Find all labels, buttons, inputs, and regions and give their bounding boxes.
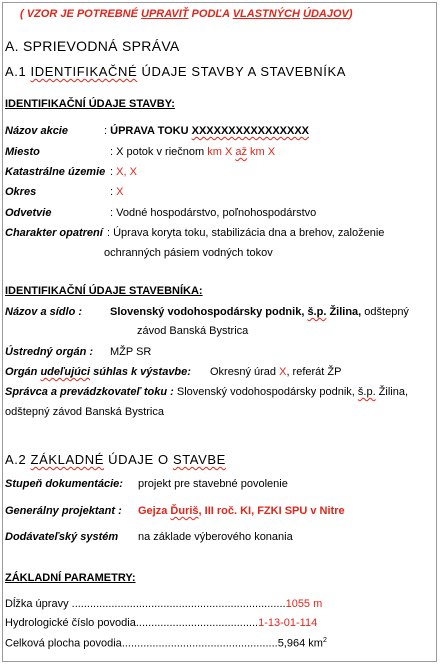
section-title-parametre: ZÁKLADNÍ PARAMETRY: bbox=[5, 572, 136, 584]
section-title-stavebnika: IDENTIFIKAČNÍ ÚDAJE STAVEBNÍKA: bbox=[5, 285, 203, 297]
label-miesto: Miesto bbox=[5, 146, 40, 158]
label-stupen: Stupeň dokumentácie: bbox=[5, 478, 123, 490]
label-charakter: Charakter opatrení bbox=[5, 227, 103, 239]
nazov-akcie-colon: : bbox=[104, 125, 108, 137]
param-label: Celková plocha povodia bbox=[5, 637, 122, 650]
organ-text: Okresný úrad bbox=[210, 366, 280, 378]
heading-a: A. SPRIEVODNÁ SPRÁVA bbox=[5, 38, 180, 54]
value-spravca-line2: odštepný závod Banská Bystrica bbox=[5, 406, 164, 418]
notice-upravit: UPRAVIŤ bbox=[141, 8, 189, 20]
organ-label-b: súhlas k výstavbe: bbox=[90, 366, 191, 378]
label-spravca: Správca a prevádzkovateľ toku : bbox=[5, 386, 174, 398]
section-title-stavby: IDENTIFIKAČNÍ ÚDAJE STAVBY: bbox=[5, 98, 175, 110]
label-nazov-akcie: Názov akcie bbox=[5, 125, 68, 137]
katastralne-text: X, X bbox=[116, 166, 137, 178]
miesto-text: : X potok v riečnom bbox=[110, 146, 208, 158]
notice-open: ( VZOR JE POTREBNÉ bbox=[20, 8, 142, 20]
param-leader: ................................................... bbox=[121, 637, 278, 650]
value-okres bbox=[110, 186, 123, 198]
param-row bbox=[5, 637, 327, 650]
label-organ bbox=[5, 366, 191, 378]
label-ustredny: Ústredný orgán : bbox=[5, 346, 94, 358]
spravca-sp: š.p. bbox=[357, 386, 376, 398]
heading-a2 bbox=[5, 452, 226, 467]
template-notice bbox=[20, 8, 353, 20]
value-nazov-sidlo bbox=[110, 306, 409, 318]
param-value: 5,964 km bbox=[277, 637, 323, 650]
heading-a1-word: IDENTIFIKAČNÉ bbox=[30, 64, 138, 79]
heading-a1-rest: ÚDAJE STAVBY A STAVEBNÍKA bbox=[137, 64, 347, 79]
param-leader: ...................................................................... bbox=[71, 598, 286, 610]
heading-a2-number: A.2 bbox=[5, 452, 31, 467]
generalny-affiliation: , III roč. KI, FZKI SPU v Nitre bbox=[198, 505, 345, 517]
value-generalny bbox=[138, 505, 345, 517]
label-dodavatelsky: Dodávateľský systém bbox=[5, 531, 119, 543]
value-odvetvie: : Vodné hospodárstvo, poľnohospodárstvo bbox=[110, 207, 317, 219]
value-dodavatelsky: na základe výberového konania bbox=[138, 531, 293, 543]
label-nazov-sidlo: Názov a sídlo : bbox=[5, 306, 83, 318]
row-spravca bbox=[5, 386, 408, 398]
label-generalny: Generálny projektant : bbox=[5, 505, 122, 517]
label-odvetvie: Odvetvie bbox=[5, 207, 52, 219]
katastralne-colon: : bbox=[110, 166, 117, 178]
notice-udajov: ÚDAJOV bbox=[303, 8, 349, 20]
value-nazov-akcie bbox=[104, 125, 309, 137]
spravca-zilina: Žilina, bbox=[375, 386, 409, 398]
value-organ bbox=[210, 366, 341, 378]
nazov-sidlo-sp: š.p. bbox=[307, 306, 327, 318]
param-value: 1-13-01-114 bbox=[258, 617, 318, 629]
generalny-name: Gejza bbox=[138, 505, 171, 517]
param-row bbox=[5, 598, 322, 610]
param-unit-superscript: 2 bbox=[322, 637, 327, 644]
notice-vlastnych: VLASTNÝCH bbox=[232, 8, 300, 20]
param-leader: ........................................ bbox=[135, 617, 259, 629]
heading-a1-number: A.1 bbox=[5, 64, 31, 79]
param-row bbox=[5, 617, 317, 629]
organ-label-udelujuci: udeľujúci bbox=[40, 366, 91, 378]
miesto-km-from: km X bbox=[207, 146, 233, 158]
value-ustredny: MŽP SR bbox=[110, 346, 152, 358]
param-label: Dĺžka úpravy bbox=[5, 598, 72, 610]
label-katastralne: Katastrálne územie bbox=[5, 166, 106, 178]
label-okres: Okres bbox=[5, 186, 37, 198]
heading-a2-mid: ÚDAJE O bbox=[103, 452, 173, 467]
param-value: 1055 m bbox=[285, 598, 323, 610]
value-stupen: projekt pre stavebné povolenie bbox=[138, 478, 288, 490]
organ-label-a: Orgán bbox=[5, 366, 41, 378]
organ-x: X bbox=[279, 366, 287, 378]
value-nazov-sidlo-line2: závod Banská Bystrica bbox=[137, 325, 249, 337]
heading-a2-stavbe: STAVBE bbox=[172, 452, 226, 467]
generalny-surname: Ďuriš bbox=[170, 505, 199, 517]
param-label: Hydrologické číslo povodia bbox=[5, 617, 136, 629]
value-miesto bbox=[110, 146, 275, 158]
miesto-km-to: km X bbox=[246, 146, 276, 158]
heading-a1 bbox=[5, 64, 346, 79]
value-charakter-line1: : Úprava koryta toku, stabilizácia dna a brehov, založenie bbox=[107, 227, 385, 239]
spravca-text: Slovenský vodohospodársky podnik, bbox=[173, 386, 358, 398]
miesto-az: až bbox=[235, 146, 247, 158]
nazov-akcie-placeholder: XXXXXXXXXXXXXXXX bbox=[191, 125, 310, 137]
nazov-sidlo-zilina: Žilina, bbox=[326, 306, 362, 318]
notice-close: ) bbox=[348, 8, 353, 20]
notice-mid: PODĽA bbox=[188, 8, 233, 20]
nazov-sidlo-odstepny: odštepný bbox=[361, 306, 409, 318]
value-katastralne bbox=[110, 166, 137, 178]
okres-colon: : bbox=[110, 186, 117, 198]
value-charakter-line2: ochranných pásiem vodných tokov bbox=[104, 247, 273, 259]
nazov-akcie-text: ÚPRAVA TOKU bbox=[110, 125, 192, 137]
organ-referat: , referát ŽP bbox=[286, 366, 342, 378]
heading-a2-zakladne: ZÁKLADNÉ bbox=[30, 452, 104, 467]
nazov-sidlo-text: Slovenský vodohospodársky podnik, bbox=[110, 306, 308, 318]
okres-text: X bbox=[116, 186, 124, 198]
